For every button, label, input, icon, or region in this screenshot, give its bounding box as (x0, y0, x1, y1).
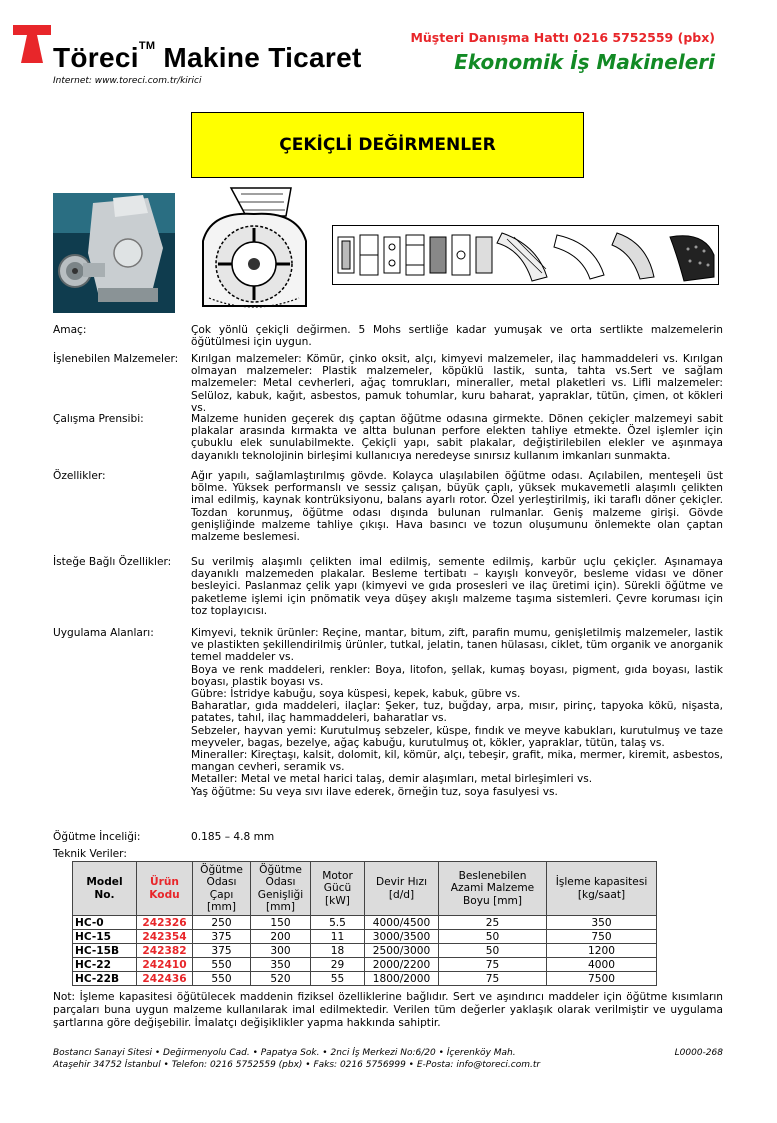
table-cell: 350 (251, 958, 311, 972)
section-text: Ağır yapılı, sağlamlaştırılmış gövde. Kolayca ulaşılabilen öğütme odası. Açılabilen, menteşeli üst bölme. Yüksek performanslı ve sessiz çalışan, büyük çaplı, yüksek mukavemetli alaşımlı çelikten imal edilmiş, kaynak kontrüksiyonu, balans ayarlı rotor. Özel yerleştirilmiş, iki taraflı döner çekiçler. Tozdan korunmuş, öğütme odası dışında bulunan rulmanlar. Geniş malzeme girişi. Gövde genişliğinde malzeme tahliye çıkışı. Hava basıncı ve tozun oluşumunu önlemekte olan çaptan malzeme beslemesi. (191, 470, 723, 544)
table-row (73, 944, 657, 958)
table-cell: 2000/2200 (365, 958, 439, 972)
table-cell: 300 (251, 944, 311, 958)
table-cell: 5.5 (311, 916, 365, 930)
customer-hotline: Müşteri Danışma Hattı 0216 5752559 (pbx) (410, 30, 715, 45)
section-text: Su verilmiş alaşımlı çelikten imal edilmiş, semente edilmiş, karbür uçlu çekiçler. Aşınamaya dayanıklı malzemeden plakalar. Besleme tertibatı – kayışlı konveyör, besleme vidası ve döner besleyici. Paslanmaz çelik yapı (kimyevi ve gıda prosesleri ve ilaç üretimi için). Sürekli öğütme ve paketleme işlemi için pnömatik veya düşey akışlı malzeme taşıma sistemleri. Çevre koruması için toz toplayıcısı. (191, 556, 723, 617)
capacity-note: Not: İşleme kapasitesi öğütülecek maddenin fiziksel özelliklerine bağlıdır. Sert ve aşındırıcı maddeler için öğütme kısımların parçaları buna uygun malzeme kullanılarak imal edilmektedir. Verilen tüm değerler yaklaşık olarak verilmiştir ve uygulama şartlarına göre değişebilir. İmalatçı değişiklikler yapma hakkında sahiptir. (53, 991, 723, 1029)
table-cell: 2500/3000 (365, 944, 439, 958)
header-chamber-diameter: Öğütme Odası Çapı [mm] (193, 862, 251, 916)
table-cell: 50 (439, 930, 547, 944)
application-chemical: Kimyevi, teknik ürünler: Reçine, mantar, bitum, zift, parafin mumu, genişletilmiş malzemeler, lastik ve plastikten şekillendirilmiş ürünler, tutkal, jelatin, tanen hülasası, ciklet, tüm organik ve anorganik temel maddeler vs. (191, 627, 723, 664)
section-label: İşlenebilen Malzemeler: (53, 353, 179, 365)
header-speed: Devir Hızı [d/d] (365, 862, 439, 916)
table-cell: 50 (439, 944, 547, 958)
table-cell: 550 (193, 972, 251, 986)
application-vegetables: Sebzeler, hayvan yemi: Kurutulmuş sebzeler, küspe, fındık ve meyve kabukları, kurutulmuş ve taze meyveler, bagas, bezelye, ağaç kabuğu, kurutulmuş ot, kökler, yapraklar, tütün, talaş vs. (191, 724, 723, 749)
model-cell: HC-15B (73, 944, 137, 958)
table-cell: 4000/4500 (365, 916, 439, 930)
model-cell: HC-22 (73, 958, 137, 972)
table-row (73, 958, 657, 972)
table-cell: 3000/3500 (365, 930, 439, 944)
section-grinding-fineness (53, 831, 723, 843)
section-purpose (53, 324, 723, 348)
hammer-mill-photo (53, 193, 175, 313)
section-application-areas (53, 627, 723, 798)
section-text: Çok yönlü çekiçli değirmen. 5 Mohs sertliğe kadar yumuşak ve orta sertlikte malzemelerin öğütülmesi için uygun. (191, 324, 723, 349)
header-motor-power: Motor Gücü [kW] (311, 862, 365, 916)
tech-data-table (72, 861, 657, 986)
table-row (73, 916, 657, 930)
model-cell: HC-22B (73, 972, 137, 986)
section-label: Uygulama Alanları: (53, 627, 154, 639)
product-code-cell: 242382 (137, 944, 193, 958)
table-cell: 1800/2000 (365, 972, 439, 986)
section-text: Malzeme huniden geçerek dış çaptan öğütme odasına girmekte. Dönen çekiçler malzemeyi sabit plakalar arasında kırmakta ve altta bulunan perfore elekten tahliye etmekte. Özel işlemler için çubuklu elek sunulabilmekte. Çekiçli yapı, sabit plakalar, değiştirilebilen elekler ve aşınmaya dayanıklı teknolojinin birleşimi kullanıcıya neredeyse sınırsız kullanım imkanları sunmakta. (191, 413, 723, 462)
header-model-no: Model No. (73, 862, 137, 916)
table-cell: 550 (193, 958, 251, 972)
table-cell: 200 (251, 930, 311, 944)
table-cell: 250 (193, 916, 251, 930)
section-label: Amaç: (53, 324, 87, 336)
section-features (53, 470, 723, 543)
footer-address: Bostancı Sanayi Sitesi • Değirmenyolu Cad. • Papatya Sok. • 2nci İş Merkezi No:6/20 • İçerenköy Mah. (53, 1048, 516, 1058)
table-cell: 29 (311, 958, 365, 972)
tech-data-label: Teknik Veriler: (53, 848, 127, 860)
internet-link[interactable]: Internet: www.toreci.com.tr/kirici (53, 76, 202, 86)
application-metals: Metaller: Metal ve metal harici talaş, demir alaşımları, metal birleşimleri vs. (191, 773, 593, 786)
application-food: Baharatlar, gıda maddeleri, ilaçlar: Şeker, tuz, buğday, arpa, mısır, pirinç, tapyoka kökü, nişasta, patates, tahıl, ilaç hammaddeleri, baharatlar vs. (191, 700, 723, 725)
product-code-cell: 242436 (137, 972, 193, 986)
product-code-cell: 242326 (137, 916, 193, 930)
model-cell: HC-15 (73, 930, 137, 944)
section-optional-features (53, 556, 723, 617)
section-working-principle (53, 413, 723, 462)
header-max-feed-size: Beslenebilen Azami Malzeme Boyu [mm] (439, 862, 547, 916)
section-materials (53, 353, 723, 414)
table-cell: 75 (439, 958, 547, 972)
table-cell: 350 (547, 916, 657, 930)
document-code: L0000-268 (674, 1048, 723, 1058)
table-row (73, 930, 657, 944)
table-cell: 375 (193, 930, 251, 944)
brand-suffix: Makine Ticaret (163, 42, 362, 73)
table-cell: 55 (311, 972, 365, 986)
header-chamber-width: Öğütme Odası Genişliği [mm] (251, 862, 311, 916)
section-label: İsteğe Bağlı Özellikler: (53, 556, 172, 568)
table-row (73, 972, 657, 986)
footer-contact: Ataşehir 34752 İstanbul • Telefon: 0216 5752559 (pbx) • Faks: 0216 5756999 • E-Posta: info@toreci.com.tr (53, 1060, 541, 1070)
application-minerals: Mineraller: Kireçtaşı, kalsit, dolomit, kil, kömür, alçı, tebeşir, grafit, mika, mermer, kiremit, asbestos, mangan cevheri, seramik vs. (191, 749, 723, 774)
table-cell: 520 (251, 972, 311, 986)
product-code-cell: 242354 (137, 930, 193, 944)
trademark-mark: TM (138, 40, 156, 52)
table-cell: 750 (547, 930, 657, 944)
table-cell: 375 (193, 944, 251, 958)
table-cell: 11 (311, 930, 365, 944)
table-cell: 1200 (547, 944, 657, 958)
section-label: Öğütme İnceliği: (53, 831, 141, 843)
slogan: Ekonomik İş Makineleri (454, 50, 715, 74)
section-text: Kırılgan malzemeler: Kömür, çinko oksit, alçı, kimyevi malzemeler, ilaç hammaddeleri vs. Kırılgan olmayan malzemeler: Plastik malzemeler, köpüklü lastik, sunta, tahta vs.Sert ve sağlam malzemeler: Metal cevherleri, ağaç tomrukları, mineraller, metal plaketleri vs. Lifli malzemeler: Selüloz, kabuk, kağıt, asbestos, pamuk tohumlar, kuru baharat, yapraklar, tütün, çimen, ot kökleri vs. (191, 353, 723, 414)
section-label: Çalışma Prensibi: (53, 413, 144, 425)
table-cell: 25 (439, 916, 547, 930)
table-cell: 150 (251, 916, 311, 930)
table-cell: 75 (439, 972, 547, 986)
company-name (53, 42, 362, 74)
section-text: 0.185 – 4.8 mm (191, 831, 275, 843)
page-title: ÇEKİÇLİ DEĞİRMENLER (191, 112, 584, 178)
header-product-code: Ürün Kodu (137, 862, 193, 916)
brand-prefix: Töreci (53, 42, 139, 73)
product-code-cell: 242410 (137, 958, 193, 972)
table-cell: 4000 (547, 958, 657, 972)
toreci-logo-icon (13, 25, 51, 63)
hammer-mill-cross-section (191, 186, 318, 313)
table-cell: 7500 (547, 972, 657, 986)
table-header-row (73, 862, 657, 916)
header-capacity: İşleme kapasitesi [kg/saat] (547, 862, 657, 916)
section-label: Özellikler: (53, 470, 106, 482)
application-fertilizer: Gübre: İstridye kabuğu, soya küspesi, kepek, kabuk, gübre vs. (191, 688, 521, 701)
model-cell: HC-0 (73, 916, 137, 930)
application-wet-grinding: Yaş öğütme: Su veya sıvı ilave ederek, örneğin tuz, soya fasulyesi vs. (191, 785, 558, 798)
hammers-and-screens (332, 225, 719, 285)
table-cell: 18 (311, 944, 365, 958)
application-paint: Boya ve renk maddeleri, renkler: Boya, litofon, şellak, kumaş boyası, pigment, gıda boyası, lastik boyası, plastik boyası vs. (191, 663, 723, 688)
